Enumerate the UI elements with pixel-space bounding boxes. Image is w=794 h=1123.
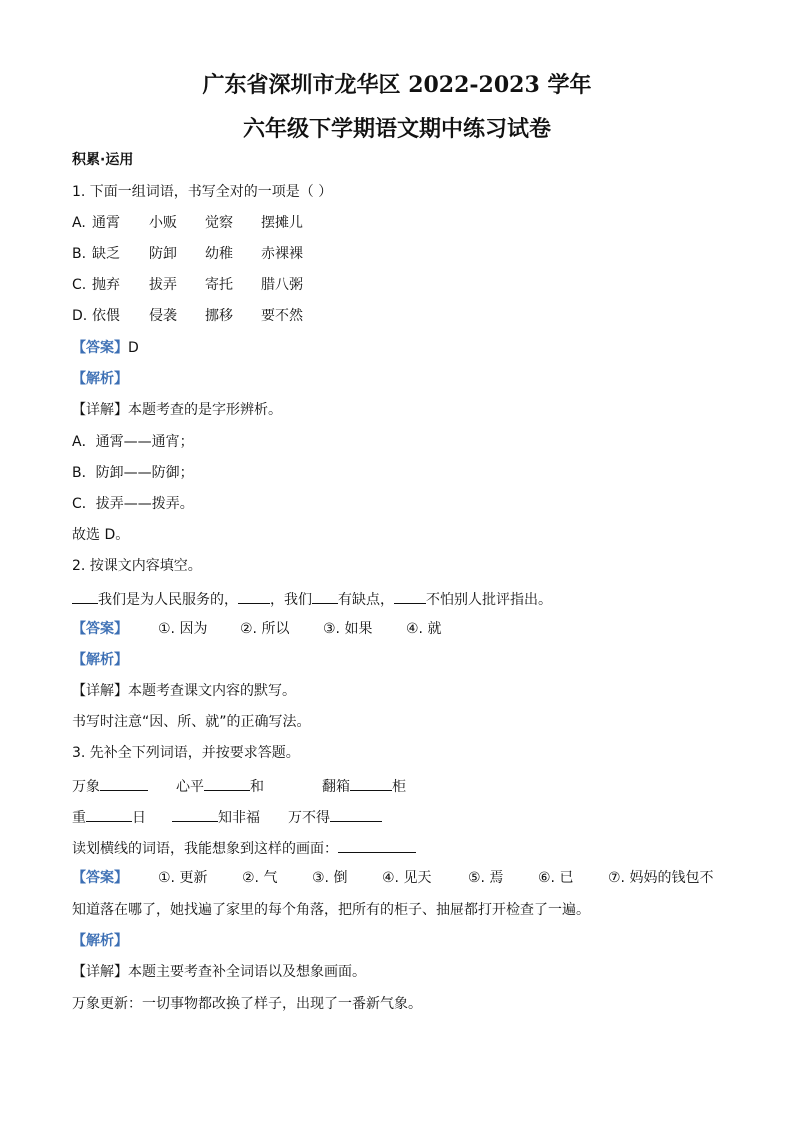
q3-analysis-label: 【解析】 <box>72 933 128 949</box>
fill-blank[interactable] <box>330 807 382 822</box>
option-word: 要不然 <box>261 308 303 324</box>
idiom-fill: 万象 <box>72 776 148 796</box>
answer-item: ①. 因为 <box>158 621 208 637</box>
answer-item: ①. 更新 <box>158 870 208 886</box>
option-word: 缺乏 <box>92 246 120 262</box>
q1-explain-a: A．通霄——通宵； <box>72 434 194 450</box>
fill-blank[interactable] <box>394 589 426 604</box>
option-word: 抛弃 <box>92 277 120 293</box>
option-letter: B. <box>72 246 87 262</box>
idiom-fill: 心平 和 <box>176 776 264 796</box>
answer-item: ②. 气 <box>242 870 278 886</box>
q3-prompt: 读划横线的词语，我能想象到这样的画面： <box>72 838 416 858</box>
option-letter: C. <box>72 277 87 293</box>
option-word: 赤裸裸 <box>261 246 303 262</box>
sentence-part: ，我们 <box>270 592 312 608</box>
q2-analysis-label: 【解析】 <box>72 652 128 668</box>
option-word: 摆摊儿 <box>261 215 303 231</box>
q3-stem: 3. 先补全下列词语，并按要求答题。 <box>72 745 300 761</box>
doc-title-line1: 广东省深圳市龙华区 2022-2023 学年 <box>202 72 592 98</box>
option-word: 幼稚 <box>205 246 233 262</box>
q3-answer-continued: 知道落在哪了，她找遍了家里的每个角落，把所有的柜子、抽屉都打开检查了一遍。 <box>72 902 590 918</box>
answer-item: ③. 如果 <box>323 621 373 637</box>
option-letter: A. <box>72 215 86 231</box>
q1-option-a <box>72 214 332 232</box>
fill-blank[interactable] <box>204 776 250 791</box>
q3-explanation: 万象更新：一切事物都改换了样子，出现了一番新气象。 <box>72 996 422 1012</box>
answer-item: ④. 就 <box>406 621 442 637</box>
answer-item: ②. 所以 <box>240 621 290 637</box>
q2-detail <box>72 682 296 700</box>
option-word: 寄托 <box>205 277 233 293</box>
answer-item: ③. 倒 <box>312 870 348 886</box>
q1-explain-b: B．防卸——防御； <box>72 465 194 481</box>
idiom-fill: 翻箱 柜 <box>322 776 406 796</box>
doc-title-line2: 六年级下学期语文期中练习试卷 <box>242 116 551 142</box>
fill-blank[interactable] <box>238 589 270 604</box>
answer-item: ⑤. 焉 <box>468 870 504 886</box>
q3-word-row-1 <box>72 776 412 794</box>
sentence-part: 我们是为人民服务的， <box>98 592 238 608</box>
sentence-part: 不怕别人批评指出。 <box>426 592 552 608</box>
q3-detail <box>72 963 366 981</box>
detail-label: 【详解】 <box>72 683 128 699</box>
option-letter: D. <box>72 308 88 324</box>
idiom-fill: 万不得 <box>288 807 382 827</box>
option-word: 依偎 <box>92 308 120 324</box>
detail-text: 本题考查的是字形辨析。 <box>128 402 282 418</box>
q1-option-c <box>72 276 332 294</box>
option-word: 通霄 <box>92 215 120 231</box>
option-word: 小贩 <box>149 215 177 231</box>
answer-item: ⑥. 已 <box>538 870 574 886</box>
fill-blank[interactable] <box>312 589 338 604</box>
answer-item: ④. 见天 <box>382 870 432 886</box>
q1-conclusion: 故选 D。 <box>72 527 130 543</box>
sentence-part: 有缺点， <box>338 592 394 608</box>
option-word: 挪移 <box>205 308 233 324</box>
q1-stem: 1. 下面一组词语，书写全对的一项是（ ） <box>72 184 333 200</box>
idiom-fill: 知非福 <box>172 807 260 827</box>
detail-text: 本题主要考查补全词语以及想象画面。 <box>128 964 366 980</box>
option-word: 觉察 <box>205 215 233 231</box>
idiom-fill: 重 日 <box>72 807 146 827</box>
fill-blank[interactable] <box>172 807 218 822</box>
option-word: 侵袭 <box>149 308 177 324</box>
detail-label: 【详解】 <box>72 402 128 418</box>
option-word: 拔弄 <box>149 277 177 293</box>
fill-blank[interactable] <box>100 776 148 791</box>
q1-option-b <box>72 245 332 263</box>
fill-blank[interactable] <box>72 589 98 604</box>
fill-blank[interactable] <box>338 838 416 853</box>
option-word: 腊八粥 <box>261 277 303 293</box>
section-heading: 积累·运用 <box>72 152 134 168</box>
answer-item: ⑦. 妈妈的钱包不 <box>608 870 714 886</box>
detail-label: 【详解】 <box>72 964 128 980</box>
answer-label: 【答案】 <box>72 621 128 637</box>
answer-value: D <box>128 340 139 356</box>
q2-note: 书写时注意“因、所、就”的正确写法。 <box>72 714 311 730</box>
option-word: 防卸 <box>149 246 177 262</box>
q1-detail <box>72 401 282 419</box>
detail-text: 本题考查课文内容的默写。 <box>128 683 296 699</box>
q3-word-row-2 <box>72 807 412 825</box>
q1-analysis-label: 【解析】 <box>72 371 128 387</box>
answer-label: 【答案】 <box>72 870 128 886</box>
q1-answer <box>72 339 139 357</box>
fill-blank[interactable] <box>350 776 392 791</box>
q1-explain-c: C．拔弄——拨弄。 <box>72 496 194 512</box>
answer-label: 【答案】 <box>72 340 128 356</box>
q2-answer <box>72 620 492 638</box>
q1-option-d <box>72 307 332 325</box>
q2-stem: 2. 按课文内容填空。 <box>72 558 202 574</box>
q3-answer <box>72 869 722 887</box>
fill-blank[interactable] <box>86 807 132 822</box>
q2-fill-sentence <box>72 589 552 609</box>
